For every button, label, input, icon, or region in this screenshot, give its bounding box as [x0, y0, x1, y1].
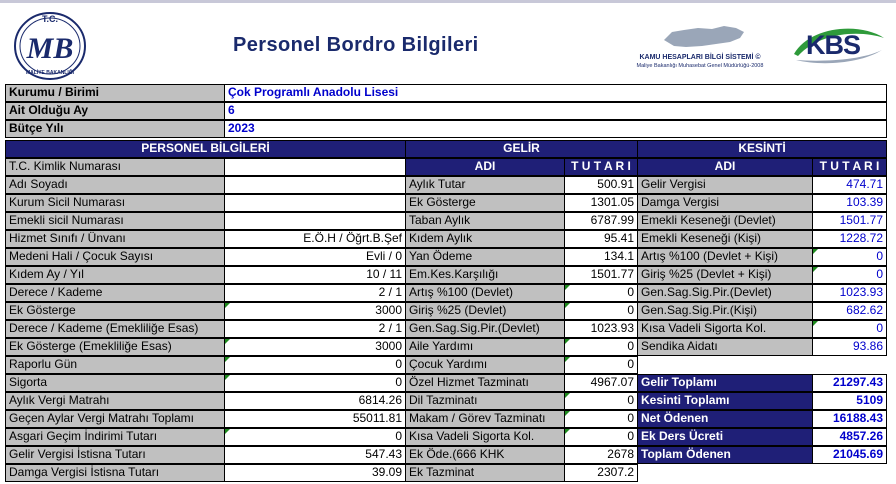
personel-value: 3000: [224, 302, 406, 320]
kesinti-value: 0: [812, 266, 887, 284]
gelir-label: Giriş %25 (Devlet): [405, 302, 565, 320]
kbs-logo-text: KBS: [806, 30, 861, 60]
personel-label: Derece / Kademe: [5, 284, 225, 302]
kesinti-value: 0: [812, 248, 887, 266]
gelir-tutari-header: T U T A R I: [564, 158, 638, 176]
kamu-text-line2: Maliye Bakanlığı Muhasebat Genel Müdürlüğü-2008: [636, 63, 764, 69]
personel-value: 6814.26: [224, 392, 406, 410]
gelir-label: Makam / Görev Tazminatı: [405, 410, 565, 428]
personel-label: Gelir Vergisi İstisna Tutarı: [5, 446, 225, 464]
personel-value: 0: [224, 356, 406, 374]
page-header: [0, 0, 896, 84]
kesinti-value: 1228.72: [812, 230, 887, 248]
gelir-label: Çocuk Yardımı: [405, 356, 565, 374]
kesinti-label: Damga Vergisi: [637, 194, 813, 212]
personel-label: Geçen Aylar Vergi Matrahı Toplamı: [5, 410, 225, 428]
total-value: 16188.43: [812, 410, 887, 428]
kesinti-value: 682.62: [812, 302, 887, 320]
kamu-text-line1: KAMU HESAPLARI BİLGİ SİSTEMİ ©: [639, 54, 761, 61]
header-top-line: [0, 0, 896, 3]
info-label: Kurumu / Birimi: [5, 84, 225, 102]
kesinti-label: Gen.Sag.Sig.Pir.(Kişi): [637, 302, 813, 320]
gelir-value: 2678: [564, 446, 638, 464]
kesinti-value: 103.39: [812, 194, 887, 212]
kesinti-value: 93.86: [812, 338, 887, 356]
kesinti-value: 474.71: [812, 176, 887, 194]
mb-logo-bottom: MALİYE BAKANLIĞI: [25, 70, 75, 76]
personel-label: Kurum Sicil Numarası: [5, 194, 225, 212]
kesinti-label: Sendika Aidatı: [637, 338, 813, 356]
kesinti-label: Artış %100 (Devlet + Kişi): [637, 248, 813, 266]
gelir-label: Aylık Tutar: [405, 176, 565, 194]
gelir-value: 0: [564, 410, 638, 428]
gelir-value: 1023.93: [564, 320, 638, 338]
gelir-label: Ek Gösterge: [405, 194, 565, 212]
gelir-label: Em.Kes.Karşılığı: [405, 266, 565, 284]
kesinti-label: Kısa Vadeli Sigorta Kol.: [637, 320, 813, 338]
kamu-hesaplari-logo: [612, 20, 788, 76]
kesinti-adi-header: ADI: [637, 158, 813, 176]
gelir-value: 1301.05: [564, 194, 638, 212]
personel-label: Ek Gösterge (Emekliliğe Esas): [5, 338, 225, 356]
page-title: Personel Bordro Bilgileri: [233, 34, 479, 56]
kesinti-label: Gelir Vergisi: [637, 176, 813, 194]
gelir-value: 0: [564, 284, 638, 302]
personel-value: 55011.81: [224, 410, 406, 428]
total-value: 21297.43: [812, 374, 887, 392]
gelir-value: 6787.99: [564, 212, 638, 230]
gelir-label: Kıdem Aylık: [405, 230, 565, 248]
info-value: 2023: [224, 120, 887, 138]
personel-value: 10 / 11: [224, 266, 406, 284]
gelir-value: 0: [564, 338, 638, 356]
kesinti-value: 0: [812, 320, 887, 338]
kesinti-label: Emekli Keseneği (Devlet): [637, 212, 813, 230]
kesinti-tutari-header: T U T A R I: [812, 158, 887, 176]
total-value: 21045.69: [812, 446, 887, 464]
personel-label: Sigorta: [5, 374, 225, 392]
personel-label: Damga Vergisi İstisna Tutarı: [5, 464, 225, 482]
personel-value: 0: [224, 374, 406, 392]
total-label: Gelir Toplamı: [637, 374, 813, 392]
info-label: Bütçe Yılı: [5, 120, 225, 138]
personel-label: Aylık Vergi Matrahı: [5, 392, 225, 410]
personel-label: Medeni Hali / Çocuk Sayısı: [5, 248, 225, 266]
gelir-label: Gen.Sag.Sig.Pir.(Devlet): [405, 320, 565, 338]
kesinti-value: 1023.93: [812, 284, 887, 302]
info-value: Çok Programlı Anadolu Lisesi: [224, 84, 887, 102]
gelir-value: 1501.77: [564, 266, 638, 284]
gelir-value: 0: [564, 392, 638, 410]
personel-value: E.Ö.H / Öğrt.B.Şef: [224, 230, 406, 248]
section-gelir-header: GELİR: [405, 140, 638, 158]
total-label: Net Ödenen: [637, 410, 813, 428]
personel-value: [224, 194, 406, 212]
personel-label: Adı Soyadı: [5, 176, 225, 194]
gelir-label: Ek Öde.(666 KHK: [405, 446, 565, 464]
maliye-bakanligi-logo-icon: [12, 8, 88, 82]
kbs-logo: [790, 20, 886, 68]
personel-value: 2 / 1: [224, 284, 406, 302]
kesinti-value: 1501.77: [812, 212, 887, 230]
info-value: 6: [224, 102, 887, 120]
info-label: Ait Olduğu Ay: [5, 102, 225, 120]
personel-label: Ek Gösterge: [5, 302, 225, 320]
gelir-adi-header: ADI: [405, 158, 565, 176]
personel-value: 0: [224, 428, 406, 446]
gelir-value: 0: [564, 428, 638, 446]
gelir-value: 500.91: [564, 176, 638, 194]
total-label: Kesinti Toplamı: [637, 392, 813, 410]
mb-logo-main: MB: [26, 32, 74, 65]
turkey-map-icon: [612, 20, 788, 54]
personel-label: Hizmet Sınıfı / Ünvanı: [5, 230, 225, 248]
personel-label: Derece / Kademe (Emekliliğe Esas): [5, 320, 225, 338]
kesinti-label: Emekli Keseneği (Kişi): [637, 230, 813, 248]
gelir-label: Ek Tazminat: [405, 464, 565, 482]
gelir-value: 134.1: [564, 248, 638, 266]
personel-label: Asgari Geçim İndirimi Tutarı: [5, 428, 225, 446]
gelir-label: Artış %100 (Devlet): [405, 284, 565, 302]
gelir-value: 95.41: [564, 230, 638, 248]
gelir-value: 2307.2: [564, 464, 638, 482]
personel-value: [224, 158, 406, 176]
total-value: 5109: [812, 392, 887, 410]
gelir-label: Özel Hizmet Tazminatı: [405, 374, 565, 392]
gelir-value: 0: [564, 302, 638, 320]
section-kesinti-header: KESİNTİ: [637, 140, 887, 158]
gelir-label: Dil Tazminatı: [405, 392, 565, 410]
total-label: Toplam Ödenen: [637, 446, 813, 464]
personel-label: Kıdem Ay / Yıl: [5, 266, 225, 284]
mb-logo-top: T.C.: [41, 14, 59, 24]
gelir-label: Aile Yardımı: [405, 338, 565, 356]
personel-value: Evli / 0: [224, 248, 406, 266]
section-personel-header: PERSONEL BİLGİLERİ: [5, 140, 406, 158]
personel-value: 39.09: [224, 464, 406, 482]
gelir-label: Kısa Vadeli Sigorta Kol.: [405, 428, 565, 446]
personel-value: 2 / 1: [224, 320, 406, 338]
personel-value: 547.43: [224, 446, 406, 464]
gelir-value: 4967.07: [564, 374, 638, 392]
gelir-label: Taban Aylık: [405, 212, 565, 230]
personel-value: [224, 212, 406, 230]
personel-label: Raporlu Gün: [5, 356, 225, 374]
gelir-label: Yan Ödeme: [405, 248, 565, 266]
personel-value: 3000: [224, 338, 406, 356]
personel-label: Emekli sicil Numarası: [5, 212, 225, 230]
kesinti-label: Gen.Sag.Sig.Pir.(Devlet): [637, 284, 813, 302]
kesinti-label: Giriş %25 (Devlet + Kişi): [637, 266, 813, 284]
total-value: 4857.26: [812, 428, 887, 446]
gelir-value: 0: [564, 356, 638, 374]
personel-value: [224, 176, 406, 194]
total-label: Ek Ders Ücreti: [637, 428, 813, 446]
personel-label: T.C. Kimlik Numarası: [5, 158, 225, 176]
